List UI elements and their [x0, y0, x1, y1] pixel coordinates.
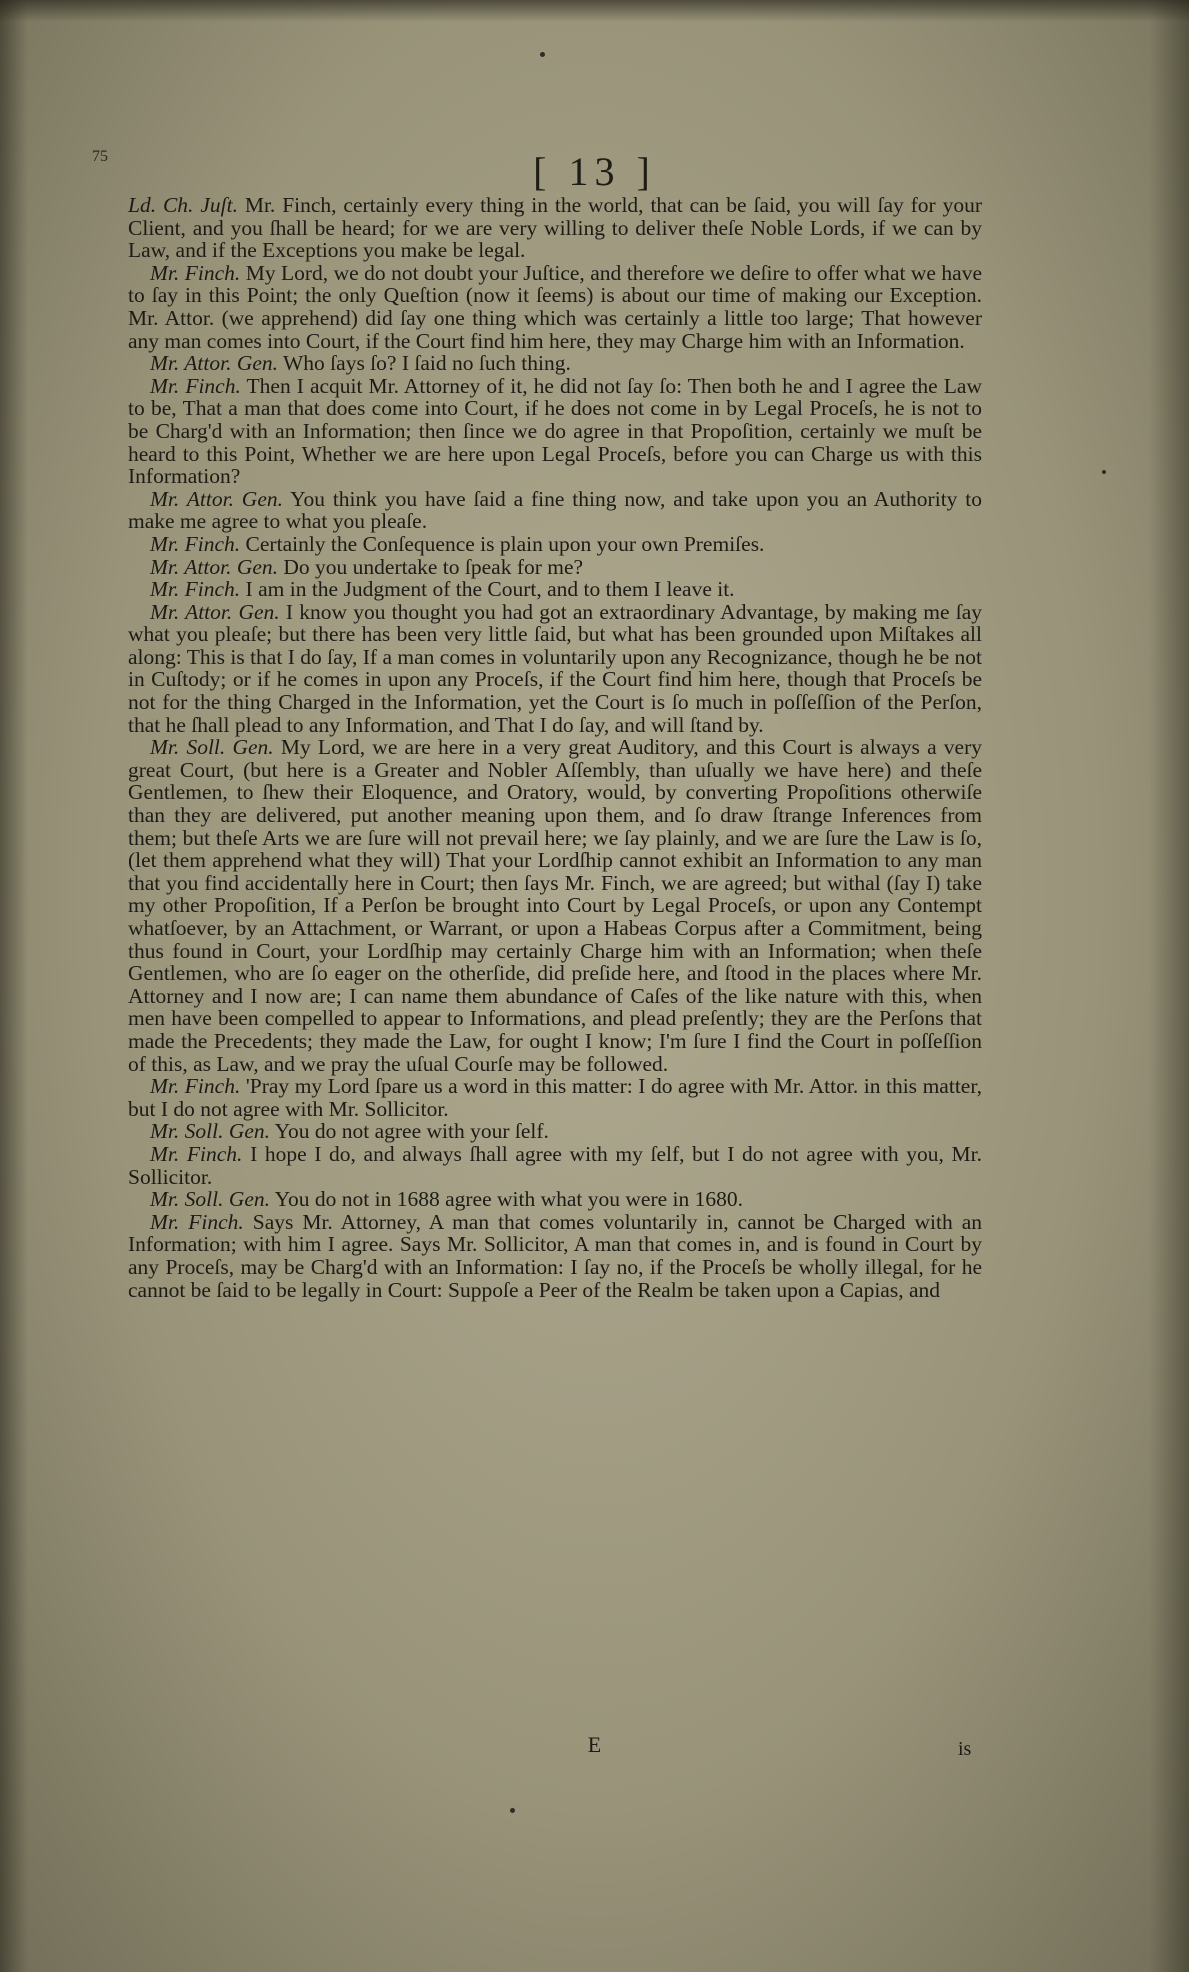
speaker: Mr. Finch.	[150, 260, 241, 285]
paragraph	[128, 262, 982, 352]
paragraph	[128, 533, 982, 556]
speech: I hope I do, and always ſhall agree with my ſelf, but I do not agree with you, Mr. Sollicitor.	[128, 1141, 983, 1189]
speaker: Mr. Attor. Gen.	[150, 486, 284, 511]
page-shadow-right	[1149, 0, 1189, 1972]
catchword: is	[958, 1738, 972, 1760]
speech: My Lord, we do not doubt your Juſtice, and therefore we deſire to offer what we have to ſay in this Point; the only Queſtion (now it ſeems) is about our time of making our Exception. Mr. Attor. (we apprehend) did ſay one thing which was certainly a little too large; That however any man comes into Court, if the Court find him here, they may Charge him with an Information.	[128, 260, 983, 353]
speech: Who ſays ſo? I ſaid no ſuch thing.	[283, 351, 571, 376]
ink-speck	[510, 1808, 515, 1813]
speaker: Mr. Finch.	[150, 373, 241, 398]
paragraph	[128, 1211, 982, 1301]
body-text	[128, 194, 982, 1301]
speaker: Mr. Finch.	[150, 531, 241, 556]
speech: Mr. Finch, certainly every thing in the world, that can be ſaid, you will ſay for your Client, and you ſhall be heard; for we are very willing to deliver theſe Noble Lords, if we can by Law, and if the Exceptions you make be legal.	[128, 193, 982, 263]
speech: You think you have ſaid a fine thing now, and take upon you an Authority to make me agree to what you pleaſe.	[128, 486, 983, 534]
speech: You do not in 1688 agree with what you were in 1680.	[274, 1187, 743, 1212]
page-number: [ 13 ]	[533, 149, 656, 194]
paragraph	[128, 1075, 982, 1120]
speech: Says Mr. Attorney, A man that comes voluntarily in, cannot be Charged with an Information; with him I agree. Says Mr. Sollicitor, A man that comes in, and is found in Court by any Proceſs, may be Charg'd with an Information: I ſay no, if the Proceſs be wholly illegal, for he cannot be ſaid to be legally in Court: Suppoſe a Peer of the Realm be taken upon a Capias, and	[128, 1209, 983, 1302]
speaker: Mr. Finch.	[150, 577, 241, 602]
speaker: Mr. Attor. Gen.	[150, 351, 279, 376]
paragraph	[128, 578, 982, 601]
paragraph	[128, 1120, 982, 1143]
speaker: Mr. Finch.	[150, 1209, 244, 1234]
speaker: Mr. Finch.	[150, 1141, 243, 1166]
corner-mark: 75	[92, 148, 108, 165]
signature-mark: E	[587, 1732, 602, 1757]
ink-speck	[1102, 470, 1106, 474]
speech: Do you undertake to ſpeak for me?	[283, 554, 584, 579]
speech: Certainly the Conſequence is plain upon your own Premiſes.	[245, 531, 765, 556]
speaker: Mr. Soll. Gen.	[150, 1119, 271, 1144]
speaker: Ld. Ch. Juſt.	[128, 193, 238, 217]
paragraph	[128, 736, 982, 1075]
speech: I am in the Judgment of the Court, and to them I leave it.	[245, 577, 735, 602]
speaker: Mr. Finch.	[150, 1074, 241, 1099]
paragraph	[128, 194, 982, 262]
paragraph	[128, 556, 982, 579]
ink-speck	[540, 52, 545, 57]
speech: I know you thought you had got an extraordinary Advantage, by making me ſay what you pleaſe; but there has been very little ſaid, but what has been grounded upon Miſtakes all along: This is that I do ſay, If a man comes in voluntarily upon any Recognizance, though he be not in Cuſtody; or if he comes in upon any Proceſs, if the Court find him here, though that Proceſs be not for the thing Charged in the Information, yet the Court is ſo much in poſſeſſion of the Perſon, that he ſhall plead to any Information, and That I do ſay, and will ſtand by.	[128, 599, 982, 737]
paragraph	[128, 601, 982, 737]
speaker: Mr. Soll. Gen.	[150, 1187, 271, 1212]
paragraph	[128, 352, 982, 375]
page-shadow-left	[0, 0, 28, 1972]
speech: My Lord, we are here in a very great Auditory, and this Court is always a very great Court, (but here is a Greater and Nobler Aſſembly, than uſually we have here) and theſe Gentlemen, to ſhew their Eloquence, and Oratory, would, by converting Propoſitions otherwiſe than they are delivered, put another meaning upon them, and ſo draw ſtrange Inferences from them; but theſe Arts we are ſure will not prevail here; we ſay plainly, and we are ſure the Law is ſo, (let them apprehend what they will) That your Lordſhip cannot exhibit an Information to any man that you find accidentally here in Court; then ſays Mr. Finch, we are agreed; but withal (ſay I) take my other Propoſition, If a Perſon be brought into Court by Legal Proceſs, or upon any Contempt whatſoever, by an Attachment, or Warrant, or upon a Habeas Corpus after a Commitment, being thus found in Court, your Lordſhip may certainly Charge him with an Information; when theſe Gentlemen, who are ſo eager on the otherſide, did preſide here, and ſtood in the places where Mr. Attorney and I now are; I can name them abundance of Caſes of the like nature with this, when men have been compelled to appear to Informations, and plead preſently; they are the Perſons that made the Precedents; they made the Law, for ought I know; I'm ſure I find the Court in poſſeſſion of this, as Law, and we pray the uſual Courſe may be followed.	[128, 735, 983, 1076]
paragraph	[128, 1188, 982, 1211]
speech: Then I acquit Mr. Attorney of it, he did not ſay ſo: Then both he and I agree the Law to be, That a man that does come into Court, if he does not come in by Legal Proceſs, he is not to be Charg'd with an Information; then ſince we do agree in that Propoſition, certainly we muſt be heard to this Point, Whether we are here upon Legal Proceſs, before you can Charge us with this Information?	[128, 373, 982, 489]
paragraph	[128, 375, 982, 488]
speech: You do not agree with your ſelf.	[274, 1119, 549, 1144]
paragraph	[128, 488, 982, 533]
speech: 'Pray my Lord ſpare us a word in this matter: I do agree with Mr. Attor. in this matter, but I do not agree with Mr. Sollicitor.	[128, 1074, 983, 1121]
speaker: Mr. Attor. Gen.	[150, 554, 279, 579]
speaker: Mr. Soll. Gen.	[150, 735, 274, 760]
page-shadow-top	[0, 0, 1189, 22]
speaker: Mr. Attor. Gen.	[150, 599, 280, 624]
paragraph	[128, 1143, 982, 1188]
